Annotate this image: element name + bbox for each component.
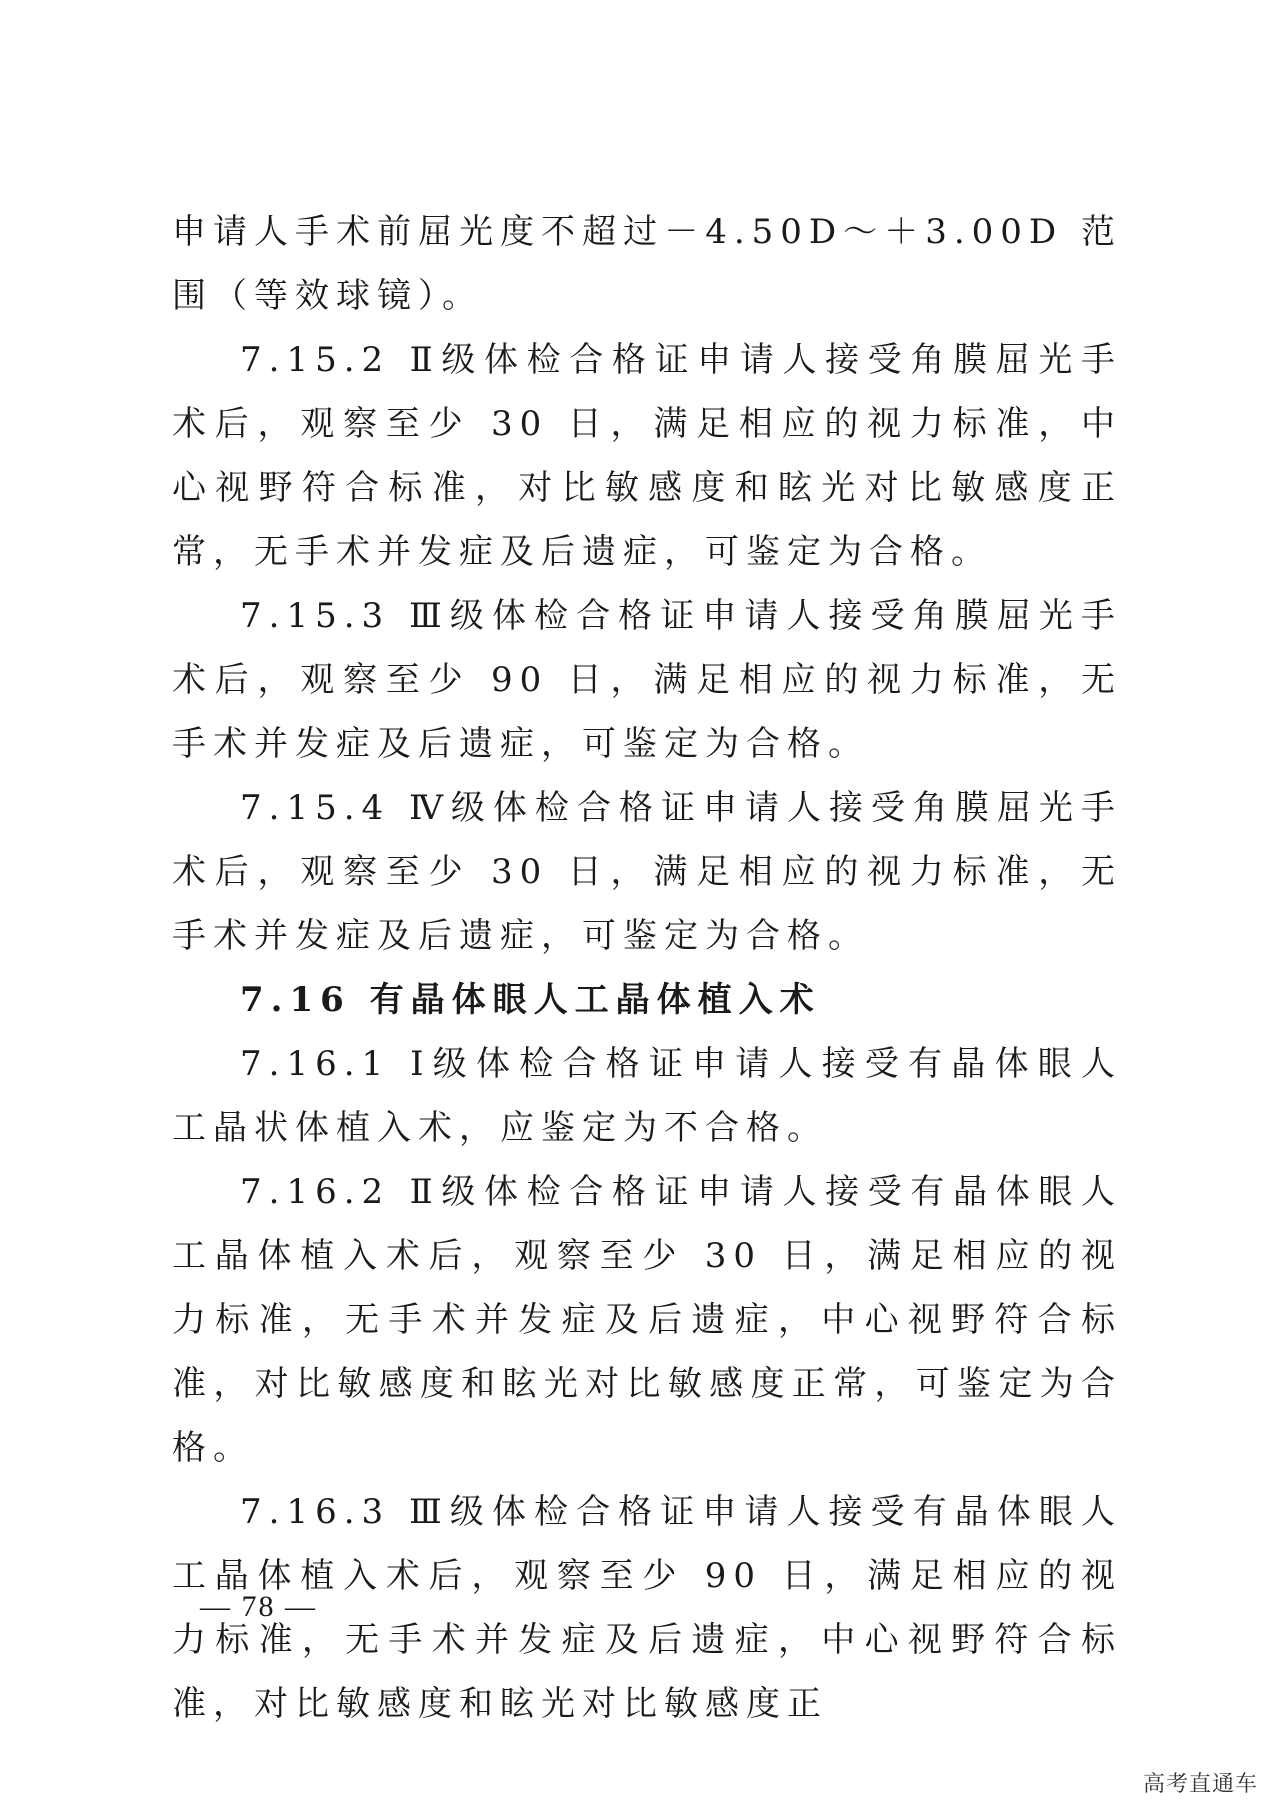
paragraph-7-16-3: 7.16.3 Ⅲ级体检合格证申请人接受有晶体眼人工晶体植入术后，观察至少 90 日，满足相应的视力标准，无手术并发症及后遗症，中心视野符合标准，对比敏感度和眩光对比敏感度正	[172, 1492, 1122, 1724]
document-body	[172, 200, 1122, 1736]
watermark-text: 高考直通车	[1142, 1772, 1258, 1797]
paragraph-7-16-1: 7.16.1 Ⅰ级体检合格证申请人接受有晶体眼人工晶状体植入术，应鉴定为不合格。	[172, 1044, 1122, 1148]
section-heading-7-16: 7.16 有晶体眼人工晶体植入术	[240, 980, 821, 1020]
paragraph-continuation: 申请人手术前屈光度不超过－4.50D～＋3.00D 范围（等效球镜）。	[172, 212, 1122, 316]
paragraph-7-16-2: 7.16.2 Ⅱ级体检合格证申请人接受有晶体眼人工晶体植入术后，观察至少 30 日，满足相应的视力标准，无手术并发症及后遗症，中心视野符合标准，对比敏感度和眩光对比敏感度正常，可鉴定为合格。	[172, 1172, 1122, 1468]
paragraph-7-15-4: 7.15.4 Ⅳ级体检合格证申请人接受角膜屈光手术后，观察至少 30 日，满足相应的视力标准，无手术并发症及后遗症，可鉴定为合格。	[172, 788, 1122, 956]
page-number: — 78 —	[200, 1590, 317, 1623]
paragraph-7-15-3: 7.15.3 Ⅲ级体检合格证申请人接受角膜屈光手术后，观察至少 90 日，满足相应的视力标准，无手术并发症及后遗症，可鉴定为合格。	[172, 596, 1122, 764]
paragraph-7-15-2: 7.15.2 Ⅱ级体检合格证申请人接受角膜屈光手术后，观察至少 30 日，满足相应的视力标准，中心视野符合标准，对比敏感度和眩光对比敏感度正常，无手术并发症及后遗症，可鉴定为合格。	[172, 340, 1122, 572]
